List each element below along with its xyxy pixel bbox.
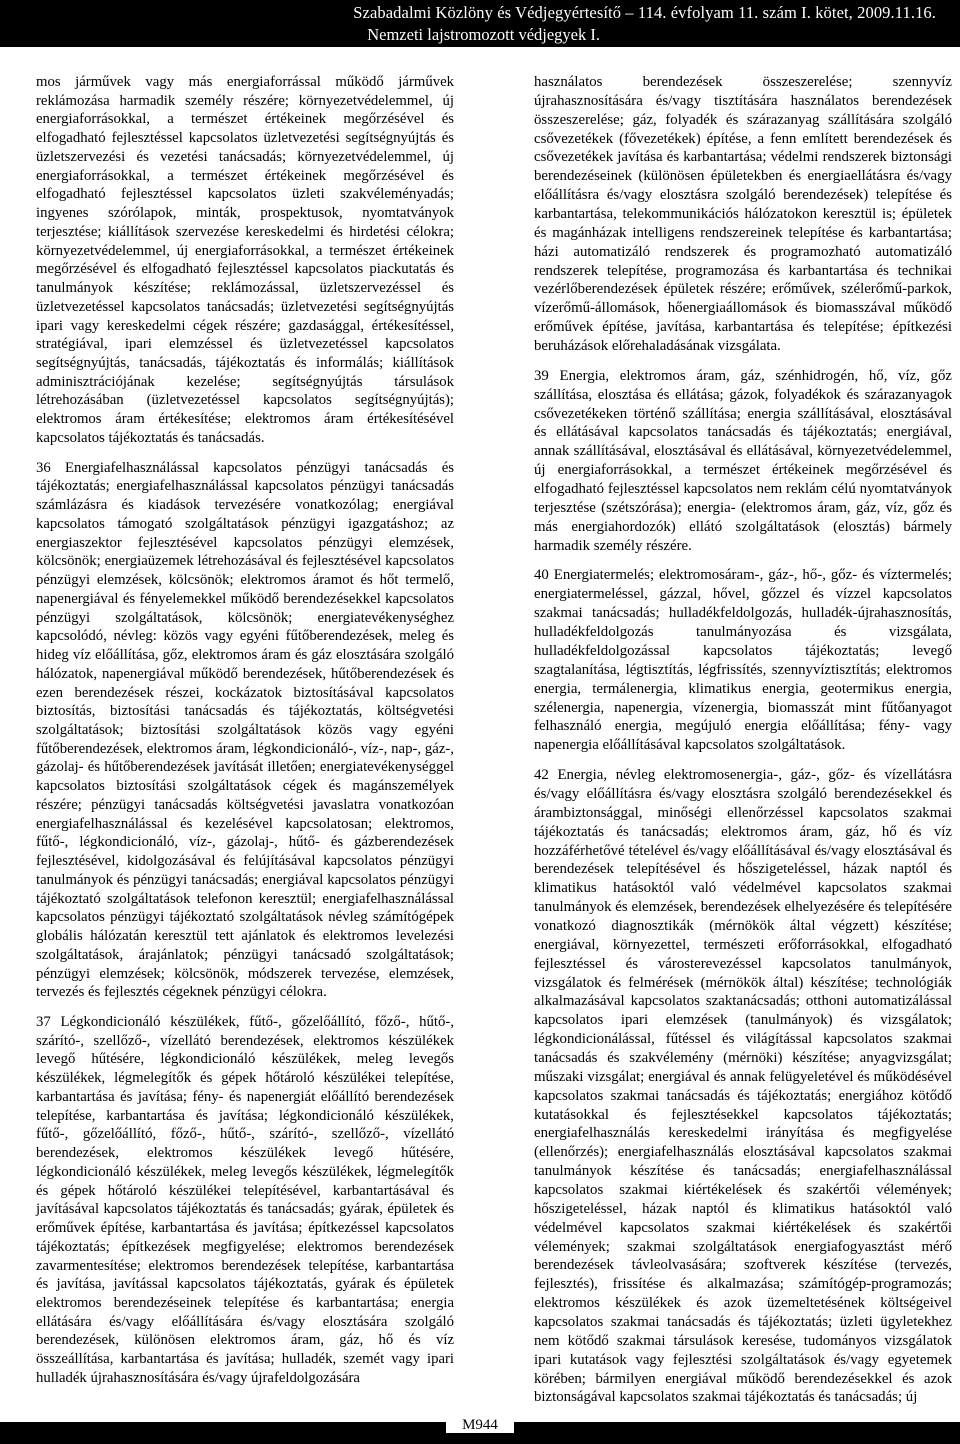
- paragraph: 36 Energiafelhasználással kapcsolatos pénzügyi tanácsadás és tájékoztatás; energiafelhasználással kapcsolatos pénzügyi tanácsadás számlázásra és kiadások tervezésére vonatkozólag; energiával kapcsolatos támogató szolgáltatások pénzügyi igazgatáshoz; az energiaszektor fejlesztésével kapcsolatos pénzügyi elemzések, kölcsönök; energiaüzemek létrehozásával és fejlesztésével kapcsolatos pénzügyi elemzések, kölcsönök; elektromos áramot és hőt termelő, napenergiával és fényelemekkel működő berendezésekkel kapcsolatos pénzügyi szolgáltatások, kölcsönök; energiatevékenységhez kapcsolódó, névleg: közös vagy egyéni fűtőberendezések, meleg és hideg víz előállítása, gőz, elektromos áram és gáz elosztására szolgáló hálózatok, napenergiával működő berendezések, hűtőberendezések és ezen berendezések részei, kockázatok biztosításával kapcsolatos biztosítás, biztosítási tanácsadás és tájékoztatás, költségvetési szolgáltatások; biztosítási szolgáltatások közös vagy egyéni fűtőberendezések, elektromos áram, légkondicionáló-, víz-, nap-, gáz-, gázolaj- és hűtőberendezések javítását illetően; energiatevékenységgel kapcsolatos biztosítási szolgáltatások cégek és magánszemélyek részére; pénzügyi tanácsadás költségvetési javaslatra vonatkozóan energiafelhasználással és kezelésével kapcsolatosan; elektromos, fűtő-, légkondicionáló, víz-, gázolaj-, hűtő- és gázberendezések fejlesztésével, kidolgozásával és felújításával kapcsolatos pénzügyi tanulmányok és pénzügyi tanácsadás; energiával kapcsolatos pénzügyi tájékoztató szolgáltatások telefonon keresztül; energiafelhasználással kapcsolatos pénzügyi tájékoztató szolgáltatások névleg számítógépek globális hálózatán keresztül tett ajánlatok és elektromos levelezési szolgáltatások, árajánlatok; pénzügyi tanácsadó szolgáltatások; pénzügyi elemzések; kölcsönök, módszerek tervezése, elemzések, tervezés és fejlesztés cégeknek pénzügyi célokra.: [36, 459, 454, 1001]
- section-title: Nemzeti lajstromozott védjegyek I.: [367, 25, 600, 44]
- left-column: [36, 73, 454, 1399]
- paragraph: 40 Energiatermelés; elektromosáram-, gáz-, hő-, gőz- és víztermelés; energiatermeléssel, gázzal, hővel, gőzzel és vízzel kapcsolatos szakmai tanácsadás; hulladékfeldolgozás, hulladék-újrahasznosítás, hulladékfeldolgozás tanulmányozása és vizsgálata, hulladékfeldolgozással kapcsolatos tájékoztatás; levegő szagtalanítása, légtisztítás, légfrissítés, szennyvíztisztítás; elektromos energia, termálenergia, klimatikus energia, geotermikus energia, szélenergia, napenergia, vízenergia, biomasszát mint fűtőanyagot felhasználó energia, megújuló energia előállítása; fény- vagy napenergia előállításával kapcsolatos szolgáltatások.: [534, 567, 952, 754]
- page-header: [0, 0, 960, 47]
- paragraph: használatos berendezések összeszerelése; szennyvíz újrahasznosítására és/vagy tisztítására használatos berendezések összeszerelése; gáz, folyadék és szárazanyag szállítására szolgáló csővezetékek (fővezetékek) építése, a fenn említett berendezések és csővezetékek javítása és karbantartása; védelmi rendszerek biztonsági berendezéseinek (különösen épületekben és energiaellátásra és/vagy előállításra és/vagy elosztásra szolgáló berendezések) telepítése és karbantartása, telekommunikációs hálózatokon keresztül is; épületek és magánházak intelligens rendszereinek telepítése és karbantartása; házi automatizáló rendszerek és programozható automatizáló rendszerek telepítése, programozása és karbantartása és technikai vezérlőberendezések épületek részére; erőművek, szélerőmű-parkok, vízerőmű-állomások, hőenergiaállomások és biomasszával működő erőművek építése, javítása, karbantartása és telepítése; építkezési beruházások előrehaladásának vizsgálata.: [534, 74, 952, 355]
- paragraph: 39 Energia, elektromos áram, gáz, szénhidrogén, hő, víz, gőz szállítása, elosztása és ellátása; gázok, folyadékok és szárazanyagok csővezetékeken történő szállítása; energia szállításával, elosztásával és ellátásával kapcsolatos tanácsadás és tájékoztatás; energiával, annak szállításával, elosztásával és ellátásával, környezetvédelemmel, új energiaforrásokkal, a természet értékeinek megőrzésével és elfogadható fejlesztéssel kapcsolatos nem reklám célú nyomtatványok terjesztése (szétszórása); energia- (elektromos áram, gáz, víz, gőz és más energiahordozók) ellátó szolgáltatások (elosztás) bármely harmadik személy részére.: [534, 367, 952, 554]
- journal-title: Szabadalmi Közlöny és Védjegyértesítő – 114. évfolyam 11. szám I. kötet, 2009.11.16.: [353, 3, 936, 22]
- paragraph: 42 Energia, névleg elektromosenergia-, gáz-, gőz- és vízellátásra és/vagy előállításra és/vagy elosztásra szolgáló berendezésekkel és árambiztonsággal, minőségi ellenőrzéssel kapcsolatos szakmai tájékoztatás és tanácsadás; elektromos áram, gáz, hő és víz hozzáférhetővé tételével és/vagy előállításával és/vagy elosztásával és berendezések telepítésével és hőszigeteléssel, házak naptól és klimatikus hatásoktól való védelmével kapcsolatos szakmai tanulmányok és elemzések, berendezések elhelyezésére és telepítésére vonatkozó diagnosztikák (mérnökök által végzett) készítése; energiával, környezettel, természeti erőforrásokkal, elfogadható fejlesztéssel és városterevezéssel kapcsolatos tanulmányok, vizsgálatok és felmérések (mérnökök által) készítése; technológiák alkalmazásával kapcsolatos szaktanácsadás; otthoni automatizálással kapcsolatos ipari elemzések (tanulmányok) és vizsgálatok; légkondicionálással, fűtéssel és világítással kapcsolatos szakmai tanácsadás és szakvélemény (mérnöki) készítése; anyagvizsgálat; műszaki vizsgálat; energiával és annak felügyeletével és működésével kapcsolatos szakmai tanácsadás és tájékoztatás; energiához kötődő kutatásokkal és fejlesztésekkel kapcsolatos tájékoztatás; energiafelhasználás kereskedelmi irányítása és megfigyelése (ellenőrzés); energiafelhasználás elosztásával kapcsolatos szakmai tanulmányok készítése és tanácsadás; energiafelhasználással kapcsolatos szakmai kiértékelések és szakértői vélemények; hőszigeteléssel, házak naptól és klimatikus hatásoktól való védelmével kapcsolatos szakmai kiértékelések és szakértői vélemények; szakmai szolgáltatások energiafogyasztást mérő berendezések távleolvasására; szoftverek készítése (tervezés, fejlesztés), frissítése és alkalmazása; számítógép-programozás; elektromos készülékek és azok üzemeltetésének költségeivel kapcsolatos szakmai tanácsadás és tájékoztatás; üzleti ügyletekhez nem kötődő szakmai társulások keresése, tudományos vizsgálatok ipari kutatások vagy fejlesztési szolgáltatások és/vagy egyetemek körében; bármilyen energiával működő berendezésekkel és azok biztonságával kapcsolatos szakmai tájékoztatás és tanácsadás; új: [534, 767, 952, 1406]
- paragraph: mos járművek vagy más energiaforrással működő járművek reklámozása harmadik személy részére; környezetvédelemmel, új energiaforrásokkal, a természet értékeinek megőrzésével és elfogadható fejlesztéssel kapcsolatos üzletvezetési segítségnyújtás és üzletszervezési és vezetési tanácsadás; környezetvédelemmel, új energiaforrásokkal, a természet értékeinek megőrzésével és elfogadható fejlesztéssel kapcsolatos üzleti szakvéleményadás; ingyenes szórólapok, minták, prospektusok, nyomtatványok terjesztése; kiállítások szervezése kereskedelmi és hirdetési célokra; környezetvédelemmel, új energiaforrásokkal, a természet értékeinek megőrzésével és elfogadható fejlesztéssel kapcsolatos piackutatás és tanulmányok készítése; reklámozással, üzletszervezéssel és üzletvezetéssel kapcsolatos tanácsadás; üzletvezetési segítségnyújtás ipari vagy kereskedelmi cégek részére; gazdasággal, értékesítéssel, stratégiával, ipari elemzéssel és üzletvezetéssel kapcsolatos segítségnyújtás, tanácsadás, tájékoztatás és informálás; kiállítások adminisztrációjának kezelése; segítségnyújtás társulások létrehozásában (üzletvezetéssel kapcsolatos segítségnyújtás); elektromos áram értékesítése; elektromos áram értékesítésével kapcsolatos tájékoztatás és tanácsadás.: [36, 74, 454, 446]
- page-number-container: [0, 1417, 960, 1443]
- page-number: M944: [446, 1417, 514, 1433]
- right-column: [534, 73, 952, 1418]
- paragraph: 37 Légkondicionáló készülékek, fűtő-, gőzelőállító, főző-, hűtő-, szárító-, szellőző-, vízellátó berendezések, elektromos készülékek levegő hűtésére, légkondicionáló készülékek, meleg levegős készülékek, légmelegítők és gépek hőtároló készülékei telepítése, karbantartása és javítása; fény- és napenergiát előállító berendezések telepítése, karbantartása és javítása; légkondicionáló készülékek, fűtő-, gőzelőállító, főző-, hűtő-, szárító-, szellőző-, vízellátó berendezések, elektromos készülékek levegő hűtésére, légkondicionáló készülékek, meleg levegős készülékek, légmelegítők és gépek hőtároló készülékei telepítésével, karbantartásával és javításával kapcsolatos tájékoztatás és tanácsadás; gyárak, épületek és erőművek építése, karbantartása és javítása; építkezéssel kapcsolatos tájékoztatás; építkezések megfigyelése; elektromos berendezések zavarmentesítése; elektromos berendezések telepítése, karbantartása és javítása, javítással kapcsolatos tájékoztatás, gyárak és épületek elektromos berendezéseinek telepítése és karbantartása; energia ellátására és/vagy előállítására és/vagy elosztására szolgáló berendezések, különösen elektromos áram, gáz, hő és víz összeállítása, karbantartása és javítása; hulladék, szemét vagy ipari hulladék újrahasznosítására és/vagy újrafeldolgozására: [36, 1013, 454, 1386]
